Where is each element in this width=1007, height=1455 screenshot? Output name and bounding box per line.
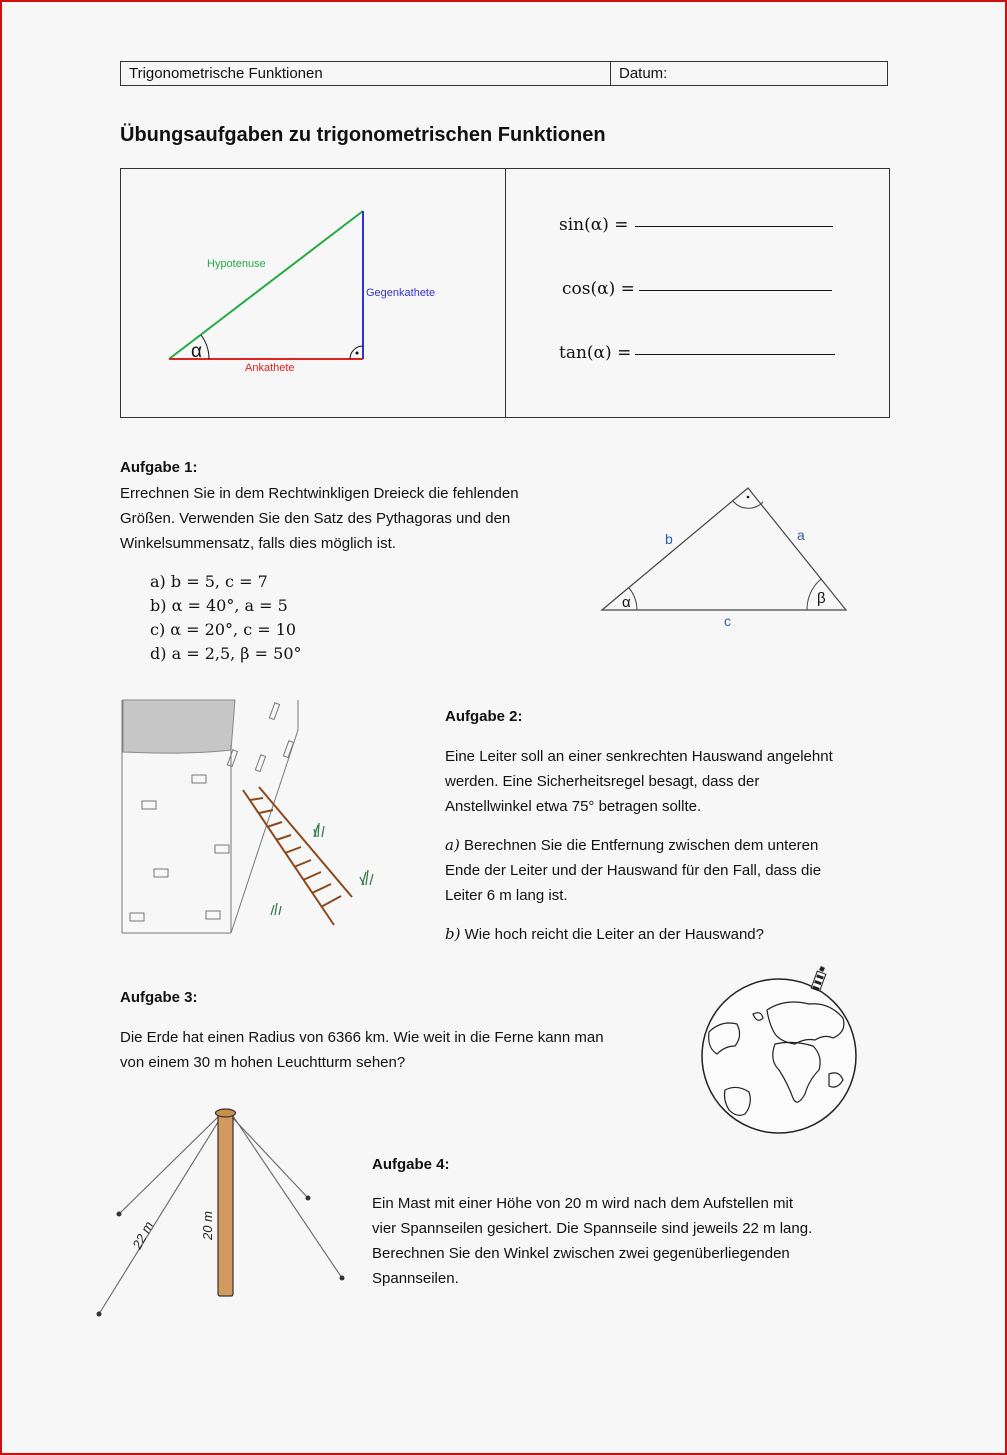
- roof-shape: [123, 700, 235, 753]
- definitions-box: [120, 168, 890, 418]
- task2-line-3: Anstellwinkel etwa 75° betragen sollte.: [445, 798, 702, 815]
- alpha-arc: [201, 335, 209, 359]
- task2-a-line-1: Berechnen Sie die Entfernung zwischen dem unteren: [463, 837, 819, 854]
- task1-triangle-diagram: [595, 482, 855, 632]
- cos-answer-line: [639, 290, 832, 291]
- task2-b-label: b): [445, 925, 461, 943]
- earth-lighthouse-illustration: [697, 962, 865, 1140]
- mast-pole: [218, 1114, 233, 1296]
- task2-a-label: a): [445, 836, 460, 854]
- adjacent-label: Ankathete: [245, 362, 295, 374]
- mast-height-label: 20 m: [200, 1211, 215, 1240]
- hypotenuse-line: [169, 211, 363, 359]
- tan-formula: tan(α) =: [559, 343, 632, 363]
- task1-angle-alpha: α: [622, 594, 631, 611]
- mast-illustration: [90, 1100, 360, 1330]
- header-topic: Trigonometrische Funktionen: [121, 62, 611, 85]
- task1-line-3: Winkelsummensatz, falls dies möglich ist.: [120, 535, 396, 552]
- task3-line-1: Die Erde hat einen Radius von 6366 km. Wie weit in die Ferne kann man: [120, 1029, 604, 1046]
- task1-line-2: Größen. Verwenden Sie den Satz des Pythagoras und den: [120, 510, 511, 527]
- hypotenuse-label: Hypotenuse: [207, 258, 266, 270]
- task1-text: [120, 481, 600, 556]
- task1-right-angle-arc: [733, 501, 763, 508]
- task1-side-c: c: [724, 613, 731, 629]
- task4-line-1: Ein Mast mit einer Höhe von 20 m wird nach dem Aufstellen mit: [372, 1195, 794, 1212]
- task1-line-1: Errechnen Sie in dem Rechtwinkligen Dreieck die fehlenden: [120, 485, 519, 502]
- task2-text: [445, 744, 895, 819]
- task3-heading: Aufgabe 3:: [120, 989, 198, 1006]
- task1-item-b: b) α = 40°, a = 5: [150, 596, 288, 615]
- task4-line-2: vier Spannseilen gesichert. Die Spannseile sind jeweils 22 m lang.: [372, 1220, 813, 1237]
- task1-item-d: d) a = 2,5, β = 50°: [150, 644, 302, 663]
- task1-heading: Aufgabe 1:: [120, 459, 198, 476]
- definitions-divider: [505, 169, 506, 417]
- task2-a-line-2: Ende der Leiter und der Hauswand für den Fall, dass die: [445, 862, 822, 879]
- task1-item-c: c) α = 20°, c = 10: [150, 620, 297, 639]
- right-angle-dot: [356, 352, 359, 355]
- tan-answer-line: [635, 354, 835, 355]
- task1-triangle: [602, 488, 846, 610]
- task1-side-a: a: [797, 527, 805, 543]
- sin-formula: sin(α) =: [559, 215, 629, 235]
- task4-text: [372, 1191, 892, 1291]
- task1-angle-beta: β: [817, 590, 826, 607]
- task3-line-2: von einem 30 m hohen Leuchtturm sehen?: [120, 1054, 406, 1071]
- task1-item-a: a) b = 5, c = 7: [150, 572, 268, 591]
- task2-line-2: werden. Eine Sicherheitsregel besagt, dass der: [445, 773, 760, 790]
- earth-globe: [702, 979, 856, 1133]
- rope-length-label: 22 m: [129, 1218, 157, 1252]
- page-title: Übungsaufgaben zu trigonometrischen Funktionen: [120, 124, 606, 146]
- lighthouse: [811, 966, 826, 991]
- task4-heading: Aufgabe 4:: [372, 1156, 450, 1173]
- task2-heading: Aufgabe 2:: [445, 708, 523, 725]
- mast-top: [216, 1109, 236, 1117]
- task4-line-3: Berechnen Sie den Winkel zwischen zwei gegenüberliegenden: [372, 1245, 790, 1262]
- ladder: [243, 787, 352, 925]
- task2-b-text: Wie hoch reicht die Leiter an der Hauswand?: [464, 926, 764, 943]
- task2-part-a: [445, 833, 895, 908]
- task4-line-4: Spannseilen.: [372, 1270, 459, 1287]
- task3-text: [120, 1025, 690, 1075]
- task1-right-angle-dot: [747, 496, 750, 499]
- alpha-label: α: [191, 341, 202, 362]
- task2-ladder-illustration: [118, 695, 388, 940]
- right-triangle-diagram: [121, 169, 505, 417]
- sin-answer-line: [635, 226, 833, 227]
- cos-formula: cos(α) =: [562, 279, 635, 299]
- task2-a-line-3: Leiter 6 m lang ist.: [445, 887, 568, 904]
- task1-items: [150, 570, 302, 666]
- task2-line-1: Eine Leiter soll an einer senkrechten Hauswand angelehnt: [445, 748, 833, 765]
- opposite-label: Gegenkathete: [366, 287, 436, 299]
- task2-part-b: [445, 922, 895, 947]
- task1-side-b: b: [665, 531, 673, 547]
- header-date-label: Datum:: [619, 65, 668, 82]
- header-table: [120, 61, 888, 86]
